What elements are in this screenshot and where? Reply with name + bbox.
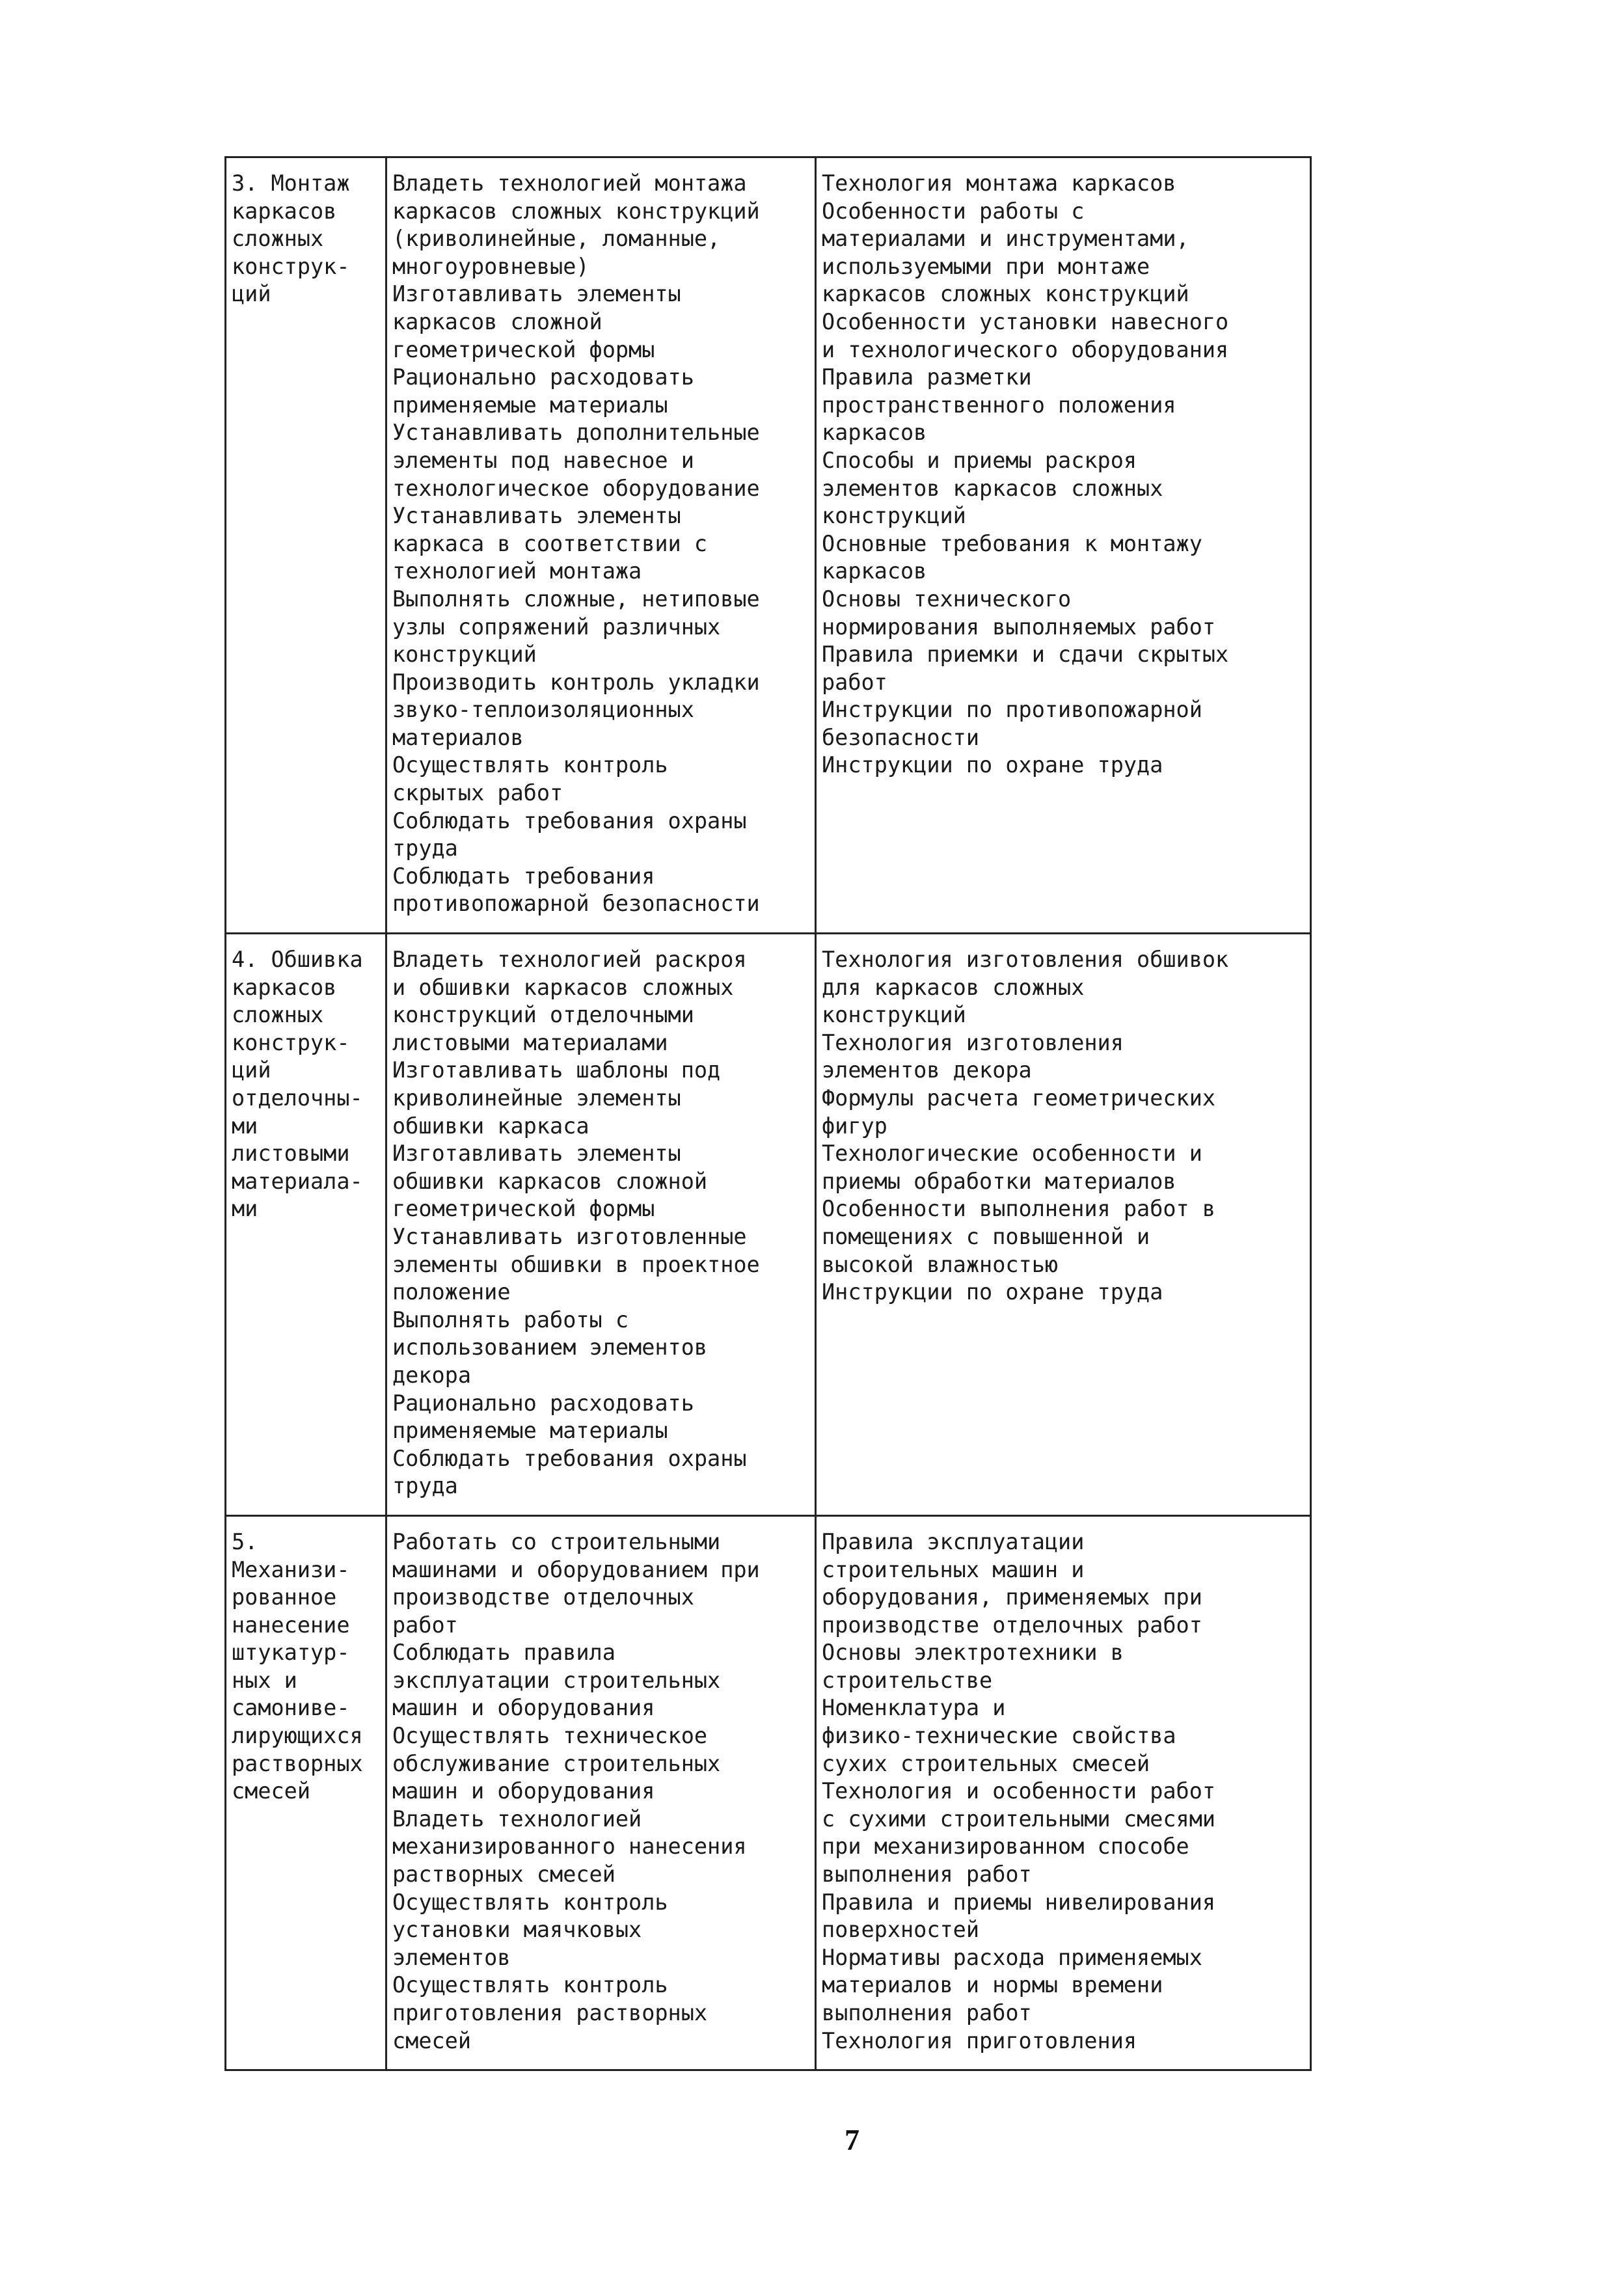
- cell-line: механизированного нанесения: [392, 1834, 747, 1860]
- cell-line: безопасности: [822, 724, 980, 750]
- cell-line: конструкций: [822, 503, 966, 529]
- cell-line: Особенности работы с: [822, 198, 1085, 224]
- cell-line: 3. Монтаж: [232, 170, 350, 196]
- table-body: [226, 157, 1311, 2070]
- cell-line: Нормативы расхода применяемых: [822, 1944, 1202, 1970]
- cell-line: эксплуатации строительных: [392, 1667, 721, 1693]
- cell-line: Соблюдать требования охраны: [392, 807, 747, 833]
- cell-line: Осуществлять контроль: [392, 1972, 668, 1998]
- table-row: [226, 1515, 1311, 2070]
- cell-line: Производить контроль укладки: [392, 669, 760, 695]
- cell-line: нанесение: [232, 1612, 350, 1638]
- competency-table: [224, 156, 1312, 2071]
- cell-line: Механизи-: [232, 1556, 350, 1582]
- cell-line: Работать со строительными: [392, 1528, 721, 1554]
- cell-line: материалов и нормы времени: [822, 1972, 1163, 1998]
- cell-line: труда: [392, 1473, 458, 1499]
- cell-line: ми: [232, 1196, 258, 1222]
- cell-line: Устанавливать дополнительные: [392, 420, 760, 446]
- cell-line: и технологического оборудования: [822, 336, 1229, 362]
- cell-line: листовыми: [232, 1141, 350, 1167]
- cell-line: самониве-: [232, 1695, 350, 1721]
- cell-line: материалами и инструментами,: [822, 226, 1189, 252]
- cell-line: криволинейные элементы: [392, 1085, 681, 1111]
- cell-line: декора: [392, 1362, 472, 1388]
- cell-line: технологией монтажа: [392, 558, 642, 584]
- cell-line: Технология монтажа каркасов: [822, 170, 1176, 196]
- cell-line: строительстве: [822, 1667, 993, 1693]
- cell-line: выполнения работ: [822, 1862, 1032, 1888]
- cell-line: скрытых работ: [392, 780, 563, 806]
- cell-line: строительных машин и: [822, 1556, 1085, 1582]
- cell-line: Рационально расходовать: [392, 1390, 694, 1416]
- cell-line: Выполнять сложные, нетиповые: [392, 586, 760, 612]
- cell-line: ми: [232, 1113, 258, 1139]
- cell-line: труда: [392, 835, 458, 861]
- cell-line: фигур: [822, 1113, 887, 1139]
- cell-line: отделочны-: [232, 1085, 363, 1111]
- cell-line: Основные требования к монтажу: [822, 530, 1202, 556]
- table-row: [226, 157, 1311, 934]
- cell-line: ций: [232, 1057, 271, 1083]
- cell-line: применяемые материалы: [392, 392, 668, 418]
- knowledge-cell: [816, 157, 1311, 934]
- cell-line: Устанавливать изготовленные: [392, 1223, 747, 1249]
- cell-line: Осуществлять техническое: [392, 1723, 708, 1749]
- cell-line: Формулы расчета геометрических: [822, 1085, 1216, 1111]
- cell-line: каркаса в соответствии с: [392, 530, 708, 556]
- cell-line: пространственного положения: [822, 392, 1176, 418]
- cell-line: сложных: [232, 226, 324, 252]
- cell-line: Соблюдать требования: [392, 863, 655, 889]
- cell-line: сложных: [232, 1002, 324, 1028]
- cell-line: конструкций: [392, 642, 537, 668]
- cell-line: штукатур-: [232, 1640, 350, 1666]
- cell-line: каркасов: [822, 558, 927, 584]
- cell-line: Технологические особенности и: [822, 1141, 1202, 1167]
- cell-line: Владеть технологией: [392, 1806, 642, 1832]
- cell-line: растворных смесей: [392, 1862, 616, 1888]
- cell-line: установки маячковых: [392, 1917, 642, 1943]
- cell-line: приготовления растворных: [392, 2000, 708, 2025]
- cell-line: материалов: [392, 724, 524, 750]
- section-title-cell: [226, 934, 386, 1516]
- cell-line: Устанавливать элементы: [392, 503, 681, 529]
- cell-line: элементов: [392, 1944, 511, 1970]
- page-number: 7: [845, 2123, 859, 2156]
- cell-line: 4. Обшивка: [232, 947, 363, 973]
- cell-line: каркасов сложной: [392, 308, 602, 334]
- cell-line: положение: [392, 1279, 511, 1305]
- cell-line: сухих строительных смесей: [822, 1750, 1150, 1776]
- cell-line: Правила эксплуатации: [822, 1528, 1085, 1554]
- cell-line: конструк-: [232, 253, 350, 279]
- cell-line: Рационально расходовать: [392, 364, 694, 390]
- cell-line: Владеть технологией монтажа: [392, 170, 747, 196]
- cell-line: многоуровневые): [392, 253, 589, 279]
- cell-line: нормирования выполняемых работ: [822, 614, 1216, 640]
- cell-line: Технология изготовления: [822, 1029, 1124, 1055]
- cell-line: производстве отделочных работ: [822, 1612, 1202, 1638]
- cell-line: обшивки каркаса: [392, 1113, 589, 1139]
- cell-line: помещениях с повышенной и: [822, 1223, 1150, 1249]
- cell-line: Правила и приемы нивелирования: [822, 1889, 1216, 1915]
- cell-line: Технология изготовления обшивок: [822, 947, 1229, 973]
- cell-line: высокой влажностью: [822, 1251, 1059, 1277]
- cell-line: обшивки каркасов сложной: [392, 1168, 708, 1194]
- cell-line: каркасов сложных конструкций: [822, 281, 1189, 307]
- cell-line: противопожарной безопасности: [392, 891, 760, 917]
- cell-line: лирующихся: [232, 1723, 363, 1749]
- cell-line: конструкций отделочными: [392, 1002, 694, 1028]
- cell-line: Изготавливать шаблоны под: [392, 1057, 721, 1083]
- cell-line: Инструкции по охране труда: [822, 1279, 1163, 1305]
- cell-line: Инструкции по охране труда: [822, 752, 1163, 778]
- cell-line: геометрической формы: [392, 336, 655, 362]
- table-row: [226, 934, 1311, 1516]
- cell-line: Изготавливать элементы: [392, 1141, 681, 1167]
- cell-line: применяемые материалы: [392, 1418, 668, 1444]
- cell-line: звуко-теплоизоляционных: [392, 697, 694, 723]
- cell-line: физико-технические свойства: [822, 1723, 1176, 1749]
- cell-line: обслуживание строительных: [392, 1750, 721, 1776]
- cell-line: Выполнять работы с: [392, 1307, 629, 1333]
- cell-line: Основы технического: [822, 586, 1072, 612]
- cell-line: Соблюдать требования охраны: [392, 1445, 747, 1471]
- cell-line: Особенности выполнения работ в: [822, 1196, 1216, 1222]
- cell-line: Осуществлять контроль: [392, 752, 668, 778]
- cell-line: Номенклатура и: [822, 1695, 1006, 1721]
- cell-line: каркасов: [232, 198, 337, 224]
- cell-line: машин и оборудования: [392, 1695, 655, 1721]
- cell-line: Особенности установки навесного: [822, 308, 1229, 334]
- cell-line: производстве отделочных: [392, 1584, 694, 1610]
- cell-line: Правила разметки: [822, 364, 1032, 390]
- cell-line: растворных: [232, 1750, 363, 1776]
- cell-line: каркасов: [822, 420, 927, 446]
- cell-line: каркасов сложных конструкций: [392, 198, 760, 224]
- skills-cell: [386, 1515, 816, 2070]
- cell-line: Владеть технологией раскроя: [392, 947, 747, 973]
- cell-line: конструк-: [232, 1029, 350, 1055]
- cell-line: Изготавливать элементы: [392, 281, 681, 307]
- cell-line: геометрической формы: [392, 1196, 655, 1222]
- knowledge-cell: [816, 934, 1311, 1516]
- cell-line: приемы обработки материалов: [822, 1168, 1176, 1194]
- cell-line: ций: [232, 281, 271, 307]
- cell-line: Основы электротехники в: [822, 1640, 1124, 1666]
- cell-line: технологическое оборудование: [392, 475, 760, 501]
- cell-line: использованием элементов: [392, 1334, 708, 1361]
- cell-line: элементов декора: [822, 1057, 1032, 1083]
- cell-line: Инструкции по противопожарной: [822, 697, 1202, 723]
- cell-line: элементов каркасов сложных: [822, 475, 1163, 501]
- cell-line: элементы обшивки в проектное: [392, 1251, 760, 1277]
- cell-line: Технология и особенности работ: [822, 1778, 1216, 1804]
- cell-line: конструкций: [822, 1002, 966, 1028]
- cell-line: элементы под навесное и: [392, 447, 694, 473]
- cell-line: ных и: [232, 1667, 297, 1693]
- cell-line: Технология приготовления: [822, 2027, 1137, 2053]
- section-title-cell: [226, 157, 386, 934]
- cell-line: каркасов: [232, 974, 337, 1000]
- cell-line: Соблюдать правила: [392, 1640, 616, 1666]
- cell-line: поверхностей: [822, 1917, 980, 1943]
- cell-line: Осуществлять контроль: [392, 1889, 668, 1915]
- cell-line: Правила приемки и сдачи скрытых: [822, 642, 1229, 668]
- skills-cell: [386, 157, 816, 934]
- skills-cell: [386, 934, 816, 1516]
- cell-line: 5.: [232, 1528, 258, 1554]
- cell-line: (криволинейные, ломанные,: [392, 226, 721, 252]
- cell-line: листовыми материалами: [392, 1029, 668, 1055]
- cell-line: смесей: [232, 1778, 311, 1804]
- cell-line: работ: [392, 1612, 458, 1638]
- cell-line: смесей: [392, 2027, 472, 2053]
- cell-line: машинами и оборудованием при: [392, 1556, 760, 1582]
- cell-line: материала-: [232, 1168, 363, 1194]
- cell-line: машин и оборудования: [392, 1778, 655, 1804]
- cell-line: с сухими строительными смесями: [822, 1806, 1216, 1832]
- cell-line: узлы сопряжений различных: [392, 614, 721, 640]
- section-title-cell: [226, 1515, 386, 2070]
- cell-line: и обшивки каркасов сложных: [392, 974, 734, 1000]
- cell-line: для каркасов сложных: [822, 974, 1085, 1000]
- cell-line: используемыми при монтаже: [822, 253, 1150, 279]
- cell-line: выполнения работ: [822, 2000, 1032, 2025]
- knowledge-cell: [816, 1515, 1311, 2070]
- cell-line: оборудования, применяемых при: [822, 1584, 1202, 1610]
- cell-line: рованное: [232, 1584, 337, 1610]
- cell-line: работ: [822, 669, 887, 695]
- cell-line: Способы и приемы раскроя: [822, 447, 1137, 473]
- cell-line: при механизированном способе: [822, 1834, 1189, 1860]
